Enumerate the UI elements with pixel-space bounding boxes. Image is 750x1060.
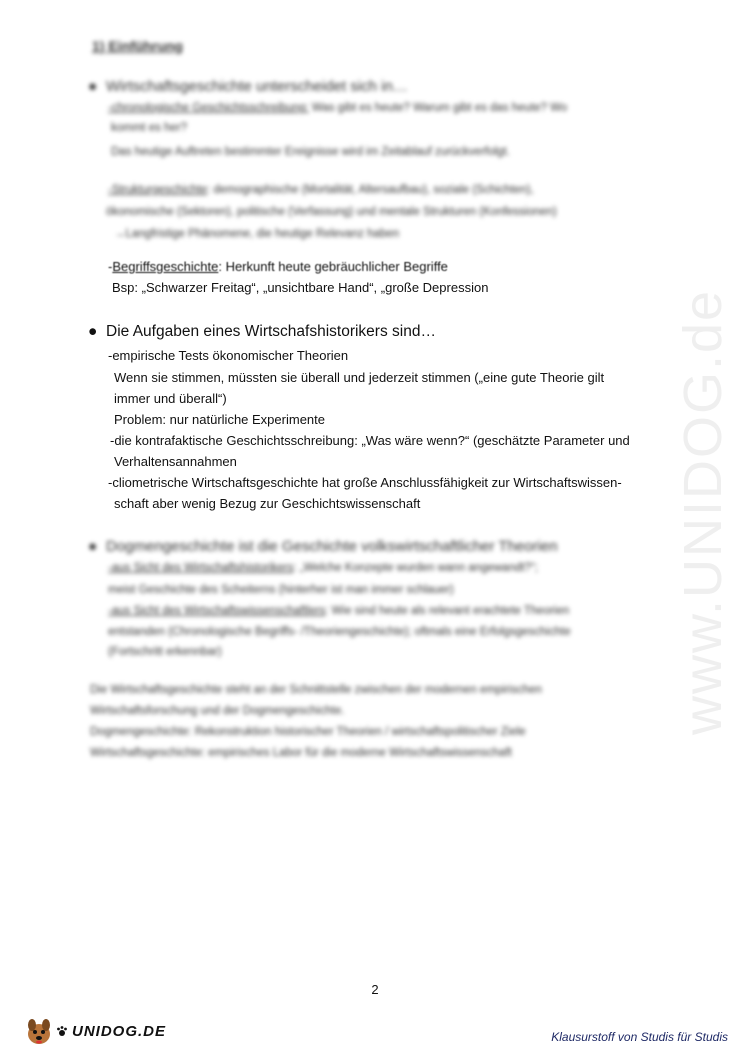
- section-heading: 1) Einführung: [92, 38, 183, 54]
- footer-slogan: Klausurstoff von Studis für Studis: [551, 1030, 728, 1044]
- text-line: (Fortschritt erkennbar): [108, 646, 222, 658]
- bullet-item: [88, 538, 558, 555]
- text: : demographische (Mortalität, Altersaufbau), soziale (Schichten),: [207, 184, 534, 196]
- term: -Strukturgeschichte: [108, 184, 208, 196]
- term: -aus Sicht des Wirtschaftshistorikers: [108, 562, 294, 574]
- text: : Wie sind heute als relevant erachtete Theorien: [325, 605, 570, 617]
- watermark: www.UNIDOG.de: [673, 288, 733, 735]
- logo-text: UNIDOG.DE: [72, 1022, 167, 1040]
- text-line: Problem: nur natürliche Experimente: [114, 412, 325, 427]
- text-line: [108, 184, 534, 196]
- text: Was gibt es heute? Warum gibt es das heute? Wo: [308, 102, 568, 114]
- text-line: -die kontrafaktische Geschichtsschreibung: „Was wäre wenn?“ (geschätzte Parameter und: [110, 433, 630, 448]
- bullet-item: [88, 78, 408, 95]
- text-line: immer und überall“): [114, 391, 227, 406]
- text-line: Dogmengeschichte: Rekonstruktion historischer Theorien / wirtschaftspolitischer Ziele: [90, 726, 526, 738]
- term: Begriffsgeschichte: [112, 259, 219, 274]
- text: -: [108, 259, 113, 274]
- text-line: Verhaltensannahmen: [114, 454, 237, 469]
- text-line: -cliometrische Wirtschaftsgeschichte hat große Anschlussfähigkeit zur Wirtschaftswissen-: [108, 475, 622, 490]
- bullet-title: Wirtschaftsgeschichte unterscheidet sich in…: [106, 78, 408, 95]
- text-line: kommt es her?: [111, 122, 188, 134]
- paw-icon: [56, 1025, 68, 1037]
- text: : „Welche Konzepte wurden wann angewandt?“;: [293, 562, 538, 574]
- bullet-title: Die Aufgaben eines Wirtschafshistorikers sind…: [106, 323, 436, 340]
- text-line: meist Geschichte des Scheiterns (hinterher ist man immer schlauer): [108, 584, 454, 596]
- text-line: Bsp: „Schwarzer Freitag“, „unsichtbare Hand“, „große Depression: [112, 280, 489, 295]
- text: : Herkunft heute gebräuchlicher Begriffe: [218, 259, 448, 274]
- text-line: -empirische Tests ökonomischer Theorien: [108, 348, 349, 363]
- bullet-title: Dogmengeschichte ist die Geschichte volkswirtschaftlicher Theorien: [106, 538, 558, 555]
- dog-mascot-icon: [22, 1014, 56, 1048]
- text-line: [108, 605, 569, 617]
- bullet-item: [88, 323, 436, 341]
- text-line: Wenn sie stimmen, müssten sie überall und jederzeit stimmen („eine gute Theorie gilt: [114, 370, 605, 385]
- bullet-icon: ●: [88, 78, 98, 95]
- text-line: →Langfristige Phänomene, die heutige Relevanz haben: [114, 228, 400, 240]
- unidog-logo: [22, 1014, 166, 1048]
- page-number: 2: [371, 982, 379, 997]
- term: -chronologische Geschichtsschreibung:: [108, 102, 309, 114]
- bullet-icon: ●: [88, 538, 98, 555]
- text-line: Wirtschaftsforschung und der Dogmengeschichte.: [90, 705, 345, 717]
- term: -aus Sicht des Wirtschaftswissenschaftlers: [108, 605, 326, 617]
- text-line: Das heutige Auftreten bestimmter Ereignisse wird im Zeitablauf zurückverfolgt.: [111, 146, 510, 158]
- text-line: [108, 102, 567, 114]
- text-line: Die Wirtschaftsgeschichte steht an der Schnittstelle zwischen der modernen empirischen: [90, 684, 542, 696]
- bullet-icon: ●: [88, 323, 98, 340]
- text-line: entstanden (Chronologische Begriffs- /Theoriengeschichte); oftmals eine Erfolgsgeschichte: [108, 626, 571, 638]
- text-line: schaft aber wenig Bezug zur Geschichtswissenschaft: [114, 496, 421, 511]
- text-line: [108, 562, 538, 574]
- text-line: ökonomische (Sektoren), politische (Verfassung) und mentale Strukturen (Konfessionen): [106, 206, 557, 218]
- text-line: [108, 259, 448, 274]
- text-line: Wirtschaftsgeschichte: empirisches Labor für die moderne Wirtschaftswissenschaft: [90, 747, 512, 759]
